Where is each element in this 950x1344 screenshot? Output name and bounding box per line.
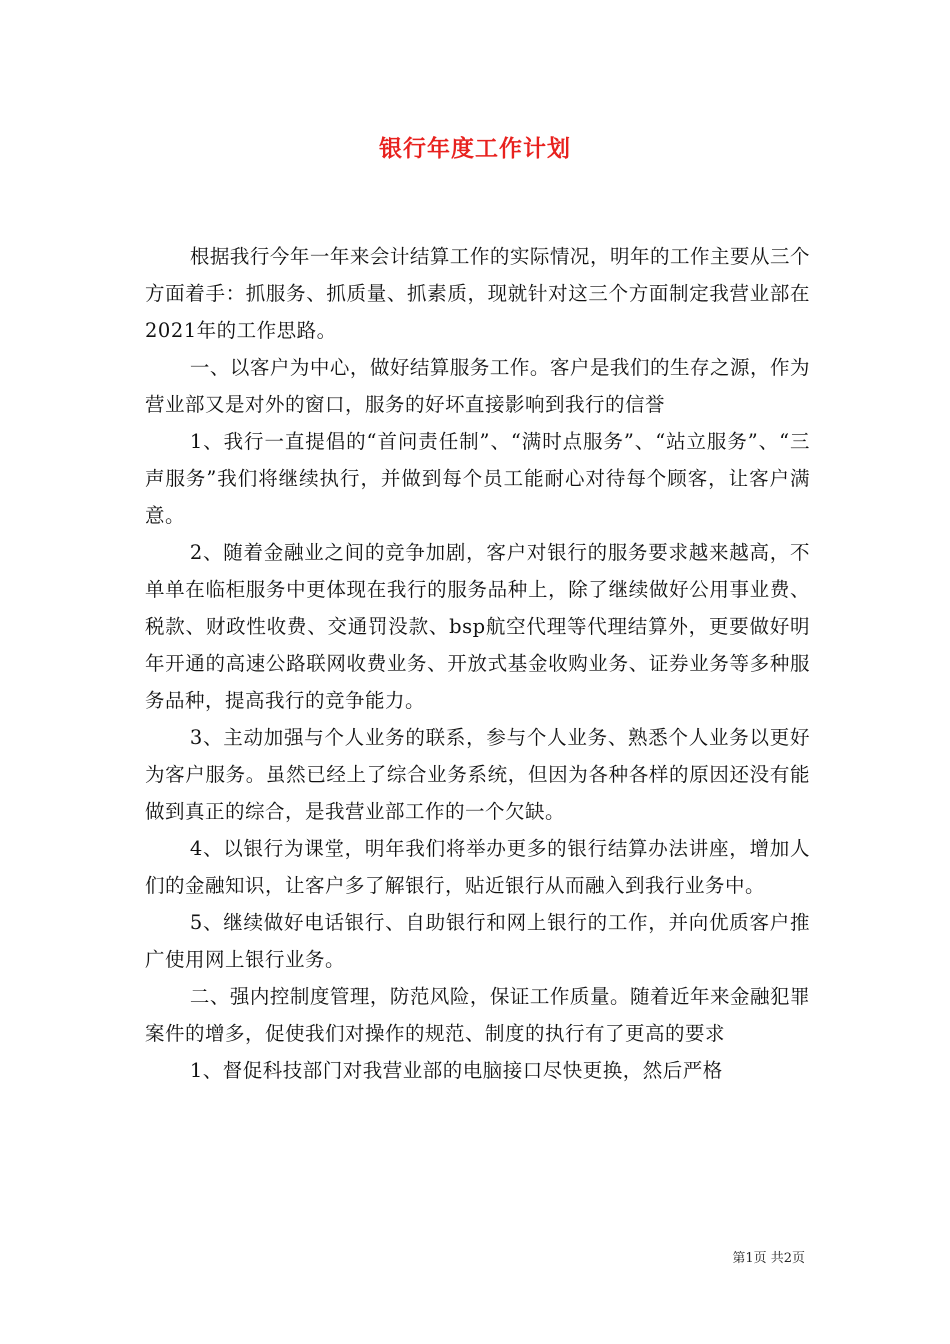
paragraph: 3、主动加强与个人业务的联系，参与个人业务、熟悉个人业务以更好为客户服务。虽然已经上了综合业务系统，但因为各种各样的原因还没有能做到真正的综合，是我营业部工作的一个欠缺。 — [145, 726, 810, 823]
paragraph: 1、我行一直提倡的“首问责任制”、“满时点服务”、“站立服务”、“三声服务”我们将继续执行，并做到每个员工能耐心对待每个顾客，让客户满意。 — [145, 430, 810, 527]
paragraph: 一、以客户为中心，做好结算服务工作。客户是我们的生存之源，作为营业部又是对外的窗口，服务的好坏直接影响到我行的信誉 — [145, 356, 810, 416]
paragraph: 4、以银行为课堂，明年我们将举办更多的银行结算办法讲座，增加人们的金融知识，让客户多了解银行，贴近银行从而融入到我行业务中。 — [145, 837, 810, 897]
paragraph: 根据我行今年一年来会计结算工作的实际情况，明年的工作主要从三个方面着手：抓服务、抓质量、抓素质，现就针对这三个方面制定我营业部在2021年的工作思路。 — [145, 245, 810, 342]
paragraph: 5、继续做好电话银行、自助银行和网上银行的工作，并向优质客户推广使用网上银行业务。 — [145, 911, 810, 971]
paragraph: 2、随着金融业之间的竞争加剧，客户对银行的服务要求越来越高，不单单在临柜服务中更体现在我行的服务品种上，除了继续做好公用事业费、税款、财政性收费、交通罚没款、bsp航空代理等代理结算外，更要做好明年开通的高速公路联网收费业务、开放式基金收购业务、证券业务等多种服务品种，提高我行的竞争能力。 — [145, 541, 810, 712]
page-number-footer: 第1页 共2页 — [732, 1251, 805, 1266]
paragraph: 二、强内控制度管理，防范风险，保证工作质量。随着近年来金融犯罪案件的增多，促使我们对操作的规范、制度的执行有了更高的要求 — [145, 985, 810, 1045]
document-body — [145, 238, 810, 1089]
paragraph: 1、督促科技部门对我营业部的电脑接口尽快更换，然后严格 — [189, 1059, 723, 1082]
document-title: 银行年度工作计划 — [379, 135, 571, 162]
